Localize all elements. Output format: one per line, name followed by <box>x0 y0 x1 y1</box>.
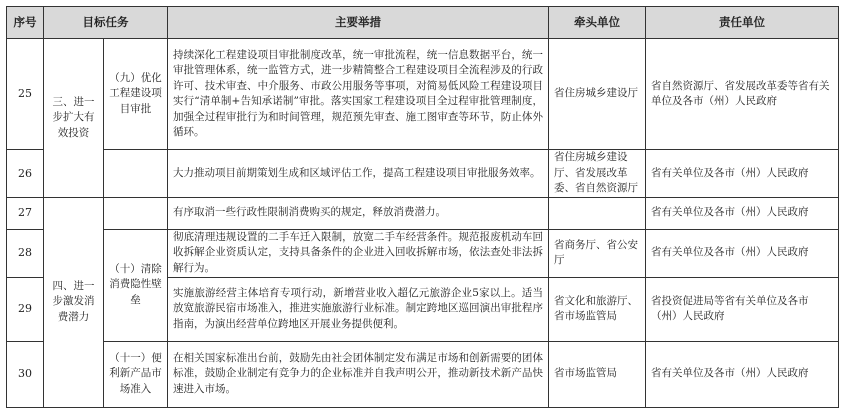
row-number: 25 <box>7 39 44 150</box>
header-responsible: 责任单位 <box>646 7 839 39</box>
table-row <box>7 150 839 198</box>
responsible-unit-cell: 省有关单位及各市（州）人民政府 <box>646 229 839 277</box>
header-lead: 牵头单位 <box>549 7 646 39</box>
header-seq: 序号 <box>7 7 44 39</box>
measures-table <box>6 6 839 408</box>
header-measures: 主要举措 <box>168 7 549 39</box>
measure-cell: 有序取消一些行政性限制消费购买的规定，释放消费潜力。 <box>168 197 549 229</box>
measure-cell: 在相关国家标准出台前，鼓励先由社会团体制定发布满足市场和创新需要的团体标准，鼓励企业制定有竞争力的企业标准并自我声明公开，推动新技术新产品快速进入市场。 <box>168 341 549 407</box>
subtask-cell-empty <box>104 150 168 198</box>
responsible-unit-cell: 省有关单位及各市（州）人民政府 <box>646 150 839 198</box>
responsible-unit-cell: 省投资促进局等省有关单位及各市（州）人民政府 <box>646 277 839 341</box>
lead-unit-cell: 省文化和旅游厅、省市场监管局 <box>549 277 646 341</box>
header-target: 目标任务 <box>44 7 168 39</box>
lead-unit-cell: 省住房城乡建设厅、省发展改革委、省自然资源厅 <box>549 150 646 198</box>
category-cell: 三、进一步扩大有效投资 <box>44 39 104 198</box>
lead-unit-cell: 省市场监管局 <box>549 341 646 407</box>
table-row <box>7 341 839 407</box>
subtask-cell: （九）优化工程建设项目审批 <box>104 39 168 150</box>
measure-cell: 大力推动项目前期策划生成和区域评估工作，提高工程建设项目审批服务效率。 <box>168 150 549 198</box>
table-row <box>7 229 839 277</box>
responsible-unit-cell: 省有关单位及各市（州）人民政府 <box>646 341 839 407</box>
category-cell: 四、进一步激发消费潜力 <box>44 197 104 407</box>
measure-cell: 实施旅游经营主体培育专项行动，新增营业收入超亿元旅游企业5家以上。适当放宽旅游民宿市场准入，推进实施旅游行业标准。制定跨地区巡回演出审批程序指南，为演出经营单位跨地区开展业务提供便利。 <box>168 277 549 341</box>
row-number: 26 <box>7 150 44 198</box>
subtask-cell: （十一）便利新产品市场准入 <box>104 341 168 407</box>
lead-unit-cell: 省商务厅、省公安厅 <box>549 229 646 277</box>
lead-unit-cell: 省住房城乡建设厅 <box>549 39 646 150</box>
responsible-unit-cell: 省自然资源厅、省发展改革委等省有关单位及各市（州）人民政府 <box>646 39 839 150</box>
measure-cell: 彻底清理违规设置的二手车迁入限制，放宽二手车经营条件。规范报废机动车回收拆解企业资质认定，支持具备条件的企业进入回收拆解市场，依法查处非法拆解行为。 <box>168 229 549 277</box>
row-number: 29 <box>7 277 44 341</box>
measure-cell: 持续深化工程建设项目审批制度改革，统一审批流程，统一信息数据平台，统一审批管理体系，统一监管方式，进一步精简整合工程建设项目全流程涉及的行政许可、技术审查、中介服务、市政公用服务等事项，对简易低风险工程建设项目实行“清单制+告知承诺制”审批。落实国家工程建设项目全过程审批管理制度，加强全过程审批行为和时间管理，规范预先审查、施工图审查等环节，防止体外循环。 <box>168 39 549 150</box>
table-row <box>7 197 839 229</box>
header-row <box>7 7 839 39</box>
row-number: 28 <box>7 229 44 277</box>
row-number: 30 <box>7 341 44 407</box>
subtask-cell: （十）清除消费隐性壁垒 <box>104 229 168 341</box>
subtask-cell-empty <box>104 197 168 229</box>
responsible-unit-cell: 省有关单位及各市（州）人民政府 <box>646 197 839 229</box>
table-row <box>7 39 839 150</box>
lead-unit-cell <box>549 197 646 229</box>
row-number: 27 <box>7 197 44 229</box>
